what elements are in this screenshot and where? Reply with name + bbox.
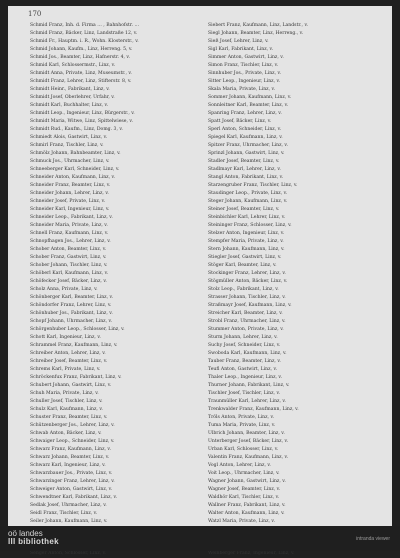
directory-entry: Schubert Johann, Gastwirt, Linz, v. — [30, 383, 112, 388]
directory-entry: Stummer Anton, Private, Linz, v. — [208, 327, 284, 332]
directory-entry: Unterberger Josef, Bäcker, Linz, v. — [208, 439, 289, 444]
directory-entry: Schwarzbauer Jos., Private, Linz, v. — [30, 471, 113, 476]
directory-entry: Stiegler Josef, Gastwirt, Linz, v. — [208, 255, 282, 260]
directory-entry: Schmid Franz, Inh. d. Firma … , Bahnhofstr. … — [30, 23, 140, 28]
directory-entry: Voit Leop., Uhrmacher, Linz, v. — [208, 471, 280, 476]
directory-entry: Trenkwalder Franz, Kaufmann, Linz, v. — [208, 407, 299, 412]
directory-entry: Stadler Josef, Beamter, Linz, v. — [208, 159, 280, 164]
viewer-label[interactable]: intranda viewer — [356, 536, 390, 542]
directory-entry: Siegl Johann, Beamter, Linz, Herreng., v. — [208, 31, 304, 36]
directory-entry: Schneider Franz, Beamter, Linz, v. — [30, 183, 111, 188]
directory-entry: Sturm Johann, Lehrer, Linz, v. — [208, 335, 278, 340]
directory-entry: Schmuck Jos., Uhrmacher, Linz, v. — [30, 159, 110, 164]
directory-entry: Stelzer Anton, Ingenieur, Linz, v. — [208, 231, 285, 236]
directory-entry: Thaler Leop., Ingenieur, Linz, v. — [208, 375, 282, 380]
directory-entry: Sieß Josef, Lehrer, Linz, v. — [208, 39, 269, 44]
directory-entry: Schützenberger Jos., Lehrer, Linz, v. — [30, 423, 115, 428]
directory-entry: Schober Franz, Gastwirt, Linz, v. — [30, 255, 107, 260]
directory-entry: Simon Franz, Tischler, Linz, v. — [208, 63, 279, 68]
directory-entry: Siebert Franz, Kaufmann, Linz, Landstr., v. — [208, 23, 308, 28]
directory-entry: Schmid Johann, Kaufm., Linz, Herreng. 5, v. — [30, 47, 133, 52]
viewer-footer — [0, 526, 400, 551]
directory-entry: Stangl Anton, Fabrikant, Linz, v. — [208, 175, 284, 180]
directory-entry: Schmid Karl, Schlossermstr., Linz, v. — [30, 63, 116, 68]
directory-entry: Swoboda Karl, Kaufmann, Linz, v. — [208, 351, 287, 356]
directory-entry: Schneider Josef, Private, Linz, v. — [30, 199, 106, 204]
directory-entry: Tuma Maria, Private, Linz, v. — [208, 423, 276, 428]
directory-entry: Straßmayr Josef, Kaufmann, Linz, v. — [208, 303, 292, 308]
directory-entry: Stöger Karl, Beamter, Linz, v. — [208, 263, 277, 268]
directory-entry: Sprinzl Johann, Gastwirt, Linz, v. — [208, 151, 285, 156]
directory-entry: Stempfer Maria, Private, Linz, v. — [208, 239, 284, 244]
directory-entry: Schwarzinger Franz, Lehrer, Linz, v. — [30, 479, 115, 484]
directory-entry: Stögmüller Anton, Bäcker, Linz, v. — [208, 279, 288, 284]
directory-entry: Schreiber Josef, Beamter, Linz, v. — [30, 359, 108, 364]
directory-entry: Schwarz Johann, Beamter, Linz, v. — [30, 455, 110, 460]
directory-entry: Schmid Jos., Beamter, Linz, Hafnerstr. 4, v. — [30, 55, 130, 60]
directory-entry: Vogl Anton, Lehrer, Linz, v. — [208, 463, 271, 468]
directory-entry: Walter Anton, Kaufmann, Linz, v. — [208, 511, 285, 516]
directory-entry: Schönhuber Jos., Fabrikant, Linz, v. — [30, 311, 113, 316]
directory-entry: Spatt Josef, Bäcker, Linz, v. — [208, 119, 272, 124]
directory-entry: Schreiber Anton, Lehrer, Linz, v. — [30, 351, 106, 356]
directory-entry: Steinbichler Karl, Lehrer, Linz, v. — [208, 215, 286, 220]
directory-entry: Schrems Karl, Private, Linz, v. — [30, 367, 101, 372]
directory-entry: Streicher Karl, Beamter, Linz, v. — [208, 311, 283, 316]
directory-entry: Sonnleitner Karl, Beamter, Linz, v. — [208, 103, 289, 108]
directory-entry: Suchy Josef, Schneider, Linz, v. — [208, 343, 281, 348]
directory-entry: Wagner Josef, Beamter, Linz, v. — [208, 487, 281, 492]
directory-entry: Schmid Fr., Hauptm. i. R., Wohn. Klosterstr., v. — [30, 39, 139, 44]
directory-entry: Wagner Johann, Gastwirt, Linz, v. — [208, 479, 286, 484]
directory-entry: Tauber Franz, Beamter, Linz, v. — [208, 359, 281, 364]
directory-entry: Spanring Franz, Lehrer, Linz, v. — [208, 111, 282, 116]
library-logo[interactable] — [8, 530, 59, 546]
directory-entry: Schneeberger Karl, Schneider, Linz, v. — [30, 167, 120, 172]
directory-entry: Teufl Anton, Gastwirt, Linz, v. — [208, 367, 277, 372]
directory-entry: Steininger Franz, Schlosser, Linz, v. — [208, 223, 292, 228]
directory-entry: Spiegel Karl, Kaufmann, Linz, v. — [208, 135, 283, 140]
directory-entry: Tröls Anton, Private, Linz, v. — [208, 415, 274, 420]
directory-entry: Schneider Anton, Kaufmann, Linz, v. — [30, 175, 115, 180]
directory-entry: Schrammel Franz, Kaufmann, Linz, v. — [30, 343, 118, 348]
directory-entry: Watzl Maria, Private, Linz, v. — [208, 519, 275, 524]
directory-entry: Sitter Leop., Ingenieur, Linz, v. — [208, 79, 281, 84]
directory-entry: Seiler Johann, Kaufmann, Linz, v. — [30, 519, 108, 524]
directory-entry: Stern Johann, Kaufmann, Linz, v. — [208, 247, 285, 252]
directory-entry: Starzengruber Franz, Tischler, Linz, v. — [208, 183, 298, 188]
directory-entry: Schneider Johann, Lehrer, Linz, v. — [30, 191, 109, 196]
directory-entry: Schneider Maria, Private, Linz, v. — [30, 223, 108, 228]
directory-entry: Schöfecker Josef, Bäcker, Linz, v. — [30, 279, 107, 284]
directory-entry: Urban Karl, Schlosser, Linz, v. — [208, 447, 279, 452]
directory-entry: Schober Johann, Tischler, Linz, v. — [30, 263, 108, 268]
directory-entry: Schmirl Franz, Tischler, Linz, v. — [30, 143, 104, 148]
directory-entry: Schmidt Anna, Private, Linz, Museumstr., v. — [30, 71, 132, 76]
directory-entry: Schmid Franz, Bäcker, Linz, Landstraße 12, v. — [30, 31, 138, 36]
directory-entry: Schmidt Maria, Witwe, Linz, Spittelwiese, v. — [30, 119, 133, 124]
directory-entry: Schwendtner Karl, Fabrikant, Linz, v. — [30, 495, 117, 500]
directory-entry: Steger Johann, Kaufmann, Linz, v. — [208, 199, 288, 204]
directory-entry: Traunmüller Karl, Lehrer, Linz, v. — [208, 399, 286, 404]
directory-entry: Strobl Franz, Uhrmacher, Linz, v. — [208, 319, 286, 324]
directory-entry: Simmer Anton, Gastwirt, Linz, v. — [208, 55, 284, 60]
directory-entry: Valentin Franz, Kaufmann, Linz, v. — [208, 455, 289, 460]
directory-entry: Senger Anton, Schlosser, Linz, v. — [30, 551, 107, 556]
directory-entry: Staudinger Leop., Private, Linz, v. — [208, 191, 288, 196]
logo-line-1: oö landes — [8, 529, 43, 538]
directory-entry: Schmölz Johann, Bahnbeamter, Linz, v. — [30, 151, 121, 156]
directory-entry: Stadlmayr Karl, Lehrer, Linz, v. — [208, 167, 281, 172]
directory-entry: Spitzer Franz, Uhrmacher, Linz, v. — [208, 143, 288, 148]
directory-entry: Sedlak Josef, Uhrmacher, Linz, v. — [30, 503, 107, 508]
left-column — [30, 22, 192, 558]
directory-entry: Schulz Karl, Kaufmann, Linz, v. — [30, 407, 103, 412]
directory-entry: Schönberger Karl, Beamter, Linz, v. — [30, 295, 114, 300]
directory-entry: Schmidt Rud., Kaufm., Linz, Domg. 3, v. — [30, 127, 123, 132]
directory-entry: Strasser Johann, Tischler, Linz, v. — [208, 295, 286, 300]
directory-entry: Schmidt Karl, Buchhalter, Linz, v. — [30, 103, 109, 108]
directory-entry: Schörgenhuber Leop., Schlosser, Linz, v. — [30, 327, 125, 332]
directory-entry: Stockinger Franz, Lehrer, Linz, v. — [208, 271, 286, 276]
directory-entry: Schneider Leop., Fabrikant, Linz, v. — [30, 215, 113, 220]
directory-entry: Sperl Anton, Schneider, Linz, v. — [208, 127, 282, 132]
directory-entry: Schöndorfer Franz, Lehrer, Linz, v. — [30, 303, 112, 308]
directory-entry: Schnopfhagen Jos., Lehrer, Linz, v. — [30, 239, 111, 244]
directory-entry: Sinnhuber Jos., Private, Linz, v. — [208, 71, 282, 76]
directory-entry: Schuller Josef, Tischler, Linz, v. — [30, 399, 103, 404]
directory-entry: Schweiger Anton, Gastwirt, Linz, v. — [30, 487, 113, 492]
directory-entry: Waldhör Karl, Tischler, Linz, v. — [208, 495, 280, 500]
directory-entry: Ulbrich Johann, Beamter, Linz, v. — [208, 431, 285, 436]
directory-entry: Seidl Franz, Tischler, Linz, v. — [30, 511, 98, 516]
directory-entry: Schröckenfux Franz, Fabrikant, Linz, v. — [30, 375, 122, 380]
directory-entry: Schwab Anton, Bäcker, Linz, v. — [30, 431, 102, 436]
directory-entry: Schober Anton, Beamter, Linz, v. — [30, 247, 107, 252]
directory-entry: Steiner Josef, Beamter, Linz, v. — [208, 207, 280, 212]
directory-entry: Schuster Franz, Beamter, Linz, v. — [30, 415, 108, 420]
directory-entry: Schwaiger Leop., Schneider, Linz, v. — [30, 439, 115, 444]
right-column — [208, 22, 370, 558]
logo-line-2: III bibliothek — [8, 537, 59, 546]
directory-entry: Schwarz Karl, Ingenieur, Linz, v. — [30, 463, 106, 468]
directory-entry: Sommer Johann, Kaufmann, Linz, v. — [208, 95, 292, 100]
directory-entry: Schuh Maria, Private, Linz, v. — [30, 391, 99, 396]
directory-entry: Tischler Josef, Tischler, Linz, v. — [208, 391, 280, 396]
directory-entry: Schwarz Franz, Kaufmann, Linz, v. — [30, 447, 111, 452]
directory-entry: Schott Karl, Ingenieur, Linz, v. — [30, 335, 101, 340]
directory-entry: Schöberl Karl, Kaufmann, Linz, v. — [30, 271, 109, 276]
directory-entry: Thurner Johann, Fabrikant, Linz, v. — [208, 383, 290, 388]
page-number: 170 — [28, 10, 42, 18]
directory-entry: Sigl Karl, Fabrikant, Linz, v. — [208, 47, 274, 52]
directory-entry: Schopf Johann, Uhrmacher, Linz, v. — [30, 319, 112, 324]
directory-entry: Scholz Anna, Private, Linz, v. — [30, 287, 98, 292]
directory-entry: Schmidt Josef, Oberlehrer, Urfahr, v. — [30, 95, 115, 100]
directory-entry: Weinberger Franz, Ingenieur, Linz, v. — [208, 551, 295, 556]
directory-entry: Skala Maria, Private, Linz, v. — [208, 87, 276, 92]
directory-entry: Schnell Franz, Kaufmann, Linz, v. — [30, 231, 109, 236]
directory-entry: Schmidt Leop., Ingenieur, Linz, Bürgerstr., v. — [30, 111, 135, 116]
directory-entry: Schmidt Heinr., Fabrikant, Linz, v. — [30, 87, 110, 92]
directory-entry: Schneider Karl, Ingenieur, Linz, v. — [30, 207, 110, 212]
directory-entry: Schmiedt Alois, Gastwirt, Linz, v. — [30, 135, 108, 140]
directory-entry: Schmidt Franz, Lehrer, Linz, Stifterstr. 8, v. — [30, 79, 132, 84]
directory-entry: Wallner Franz, Fabrikant, Linz, v. — [208, 503, 286, 508]
directory-entry: Stolz Leop., Fabrikant, Linz, v. — [208, 287, 279, 292]
